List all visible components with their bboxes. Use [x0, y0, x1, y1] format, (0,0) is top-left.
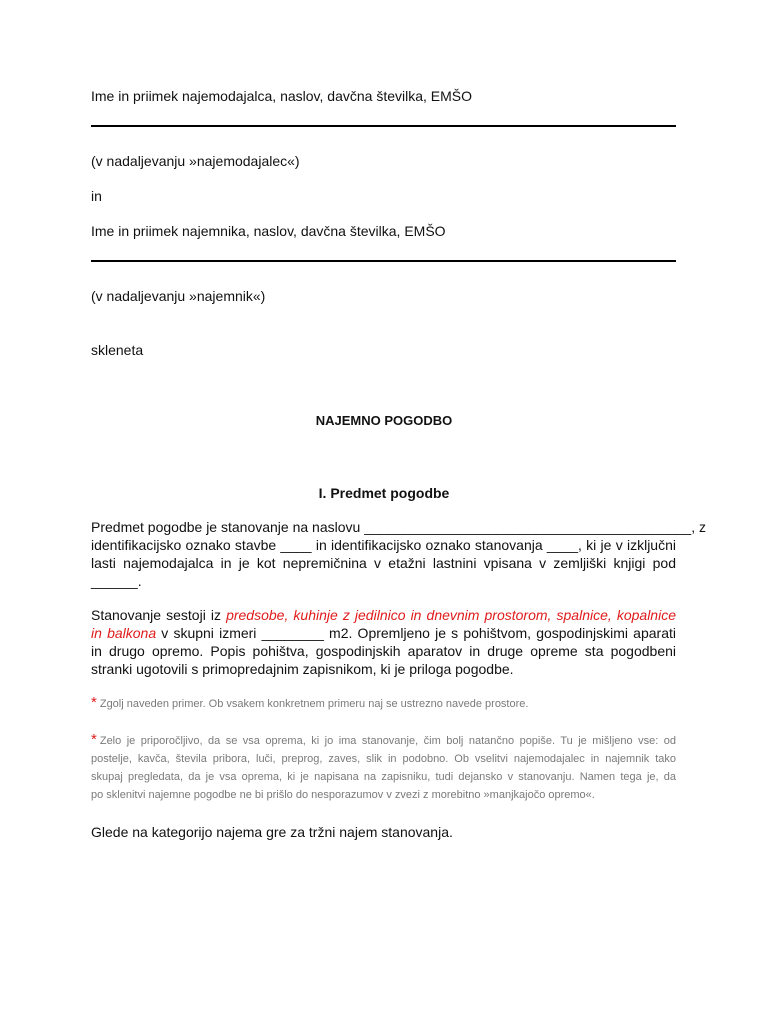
text-segment: Stanovanje sestoji iz	[91, 607, 227, 623]
landlord-signature-rule	[91, 125, 676, 127]
paragraph-line: lasti najemodajalca in je kot nepremičnina v etažni lastnini vpisana v zemljiški knjigi pod	[91, 555, 676, 571]
paragraph-line: ______.	[91, 573, 142, 589]
footnote-text: Zelo je priporočljivo, da se vsa oprema, ki jo ima stanovanje, čim bolj natančno popiše. Tu je mišljeno vse: od	[99, 735, 676, 747]
section-heading-subject: I. Predmet pogodbe	[318, 485, 450, 501]
footnote-line: po sklenitvi najemne pogodbe ne bi prišlo do nesporazumov v zvezi z morebitno »manjkajočo opremo«.	[91, 789, 595, 801]
tenant-signature-rule	[91, 260, 676, 262]
paragraph-line: identifikacijsko oznako stavbe ____ in identifikacijsko oznako stanovanja ____, ki je v izključni	[91, 537, 676, 553]
footnote-text: Zgolj naveden primer. Ob vsakem konkretnem primeru naj se ustrezno navede prostore.	[99, 698, 529, 710]
asterisk-marker: *	[91, 731, 97, 748]
asterisk-marker: *	[91, 694, 97, 711]
document-title: NAJEMNO POGODBO	[315, 413, 453, 428]
paragraph-line	[91, 606, 676, 624]
conjunction-in: in	[91, 188, 102, 204]
paragraph-line: stranki ugotovili s primopredajnim zapisnikom, ki je priloga pogodbe.	[91, 661, 514, 677]
footnote-line: skupaj pregledata, da je vsa oprema, ki je napisana na zapisniku, tudi dejansko v stanovanju. Namen tega je, da	[91, 771, 676, 783]
text-segment: v skupni izmeri ________ m2. Opremljeno je s pohištvom, gospodinjskimi aparati	[156, 625, 676, 641]
tenant-alias: (v nadaljevanju »najemnik«)	[91, 288, 266, 304]
example-rooms-highlight: predsobe, kuhinje z jedilnico in dnevnim prostorom, spalnice, kopalnice	[226, 607, 676, 623]
landlord-identification-line: Ime in priimek najemodajalca, naslov, davčna številka, EMŠO	[91, 88, 473, 104]
tenant-identification-line: Ime in priimek najemnika, naslov, davčna številka, EMŠO	[91, 223, 446, 239]
paragraph-line: in drugo opremo. Popis pohištva, gospodinjskih aparatov in druge opreme sta pogodbeni	[91, 643, 676, 659]
closing-sentence: Glede na kategorijo najema gre za tržni najem stanovanja.	[91, 824, 453, 840]
paragraph-apartment-description	[91, 606, 676, 678]
example-rooms-highlight: in balkona	[91, 625, 157, 641]
paragraph-subject-of-contract	[91, 518, 706, 590]
landlord-alias: (v nadaljevanju »najemodajalec«)	[91, 153, 300, 169]
footnote-line: postelje, kavča, števila pribora, luči, preprog, zaves, slik in podobno. Ob vselitvi najemodajalec in najemnik tako	[91, 753, 676, 765]
paragraph-line	[91, 624, 676, 642]
paragraph-line: Predmet pogodbe je stanovanje na naslovu __________________________________________, z	[91, 519, 706, 535]
footnote-inventory-advice	[91, 731, 676, 804]
verb-skleneta: skleneta	[91, 342, 144, 358]
footnote-line	[91, 731, 676, 750]
footnote-example	[91, 694, 676, 713]
